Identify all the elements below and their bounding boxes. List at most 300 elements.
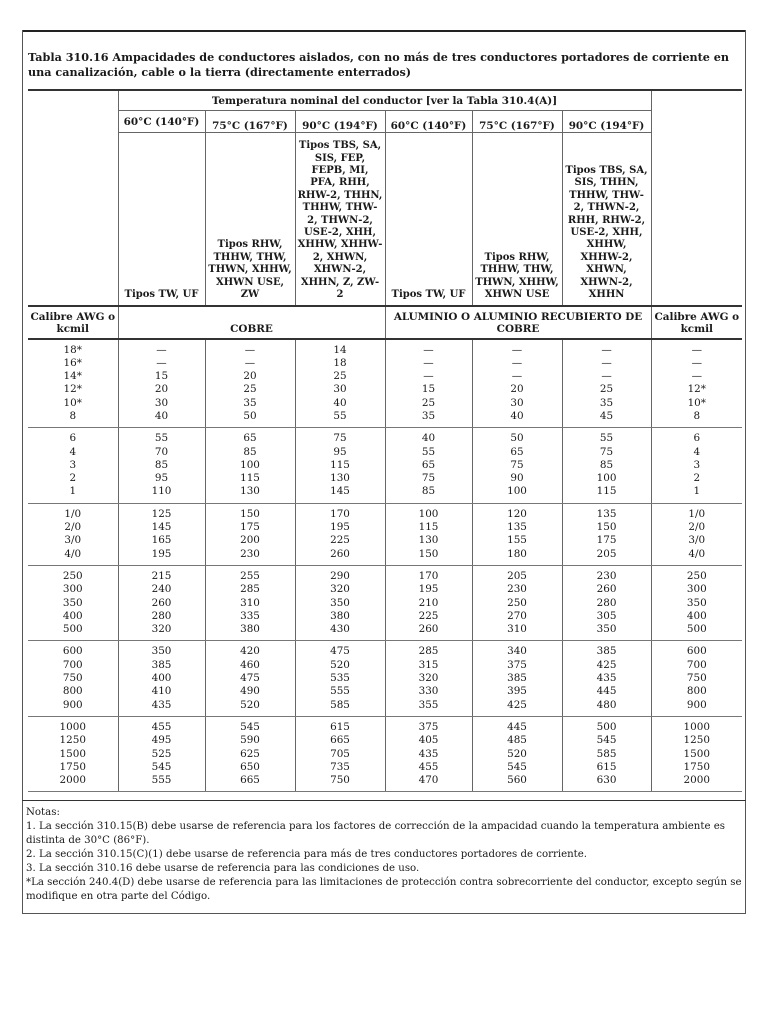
cell-al-60: 330 [385,685,472,698]
cell-size-right: 700 [686,658,707,671]
cell-al-75: 120 [472,503,562,521]
cell-al-90: 135 [562,503,651,521]
cell-al-60: 100 [385,503,472,521]
temp-cu-75: 75°C (167°F) [205,111,295,133]
cell-cu-75: 475 [205,672,295,685]
table-row [28,472,742,485]
cell-size-left: 1 [28,485,118,503]
cell-al-75: 520 [472,748,562,761]
cell-al-60: 130 [385,534,472,547]
cell-al-60: 210 [385,597,472,610]
cell-size-left: 800 [28,685,118,698]
cell-size-right: 600 [686,645,707,658]
cell-cu-90: 705 [295,748,385,761]
ampacity-table-wrapper [28,89,742,792]
cell-al-60: 435 [385,748,472,761]
cell-cu-75: 460 [205,659,295,672]
cell-size-left: 1000 [28,716,118,734]
cell-al-90: 45 [562,410,651,428]
note-2: 2. La sección 310.15(C)(1) debe usarse de referencia para más de tres conductores portadores de corriente. [26,849,588,860]
cell-al-60: 320 [385,672,472,685]
cell-cu-90: 170 [295,503,385,521]
table-row [28,397,742,410]
table-row [28,716,742,734]
cell-al-90: 75 [562,446,651,459]
cell-size-left: 1500 [28,748,118,761]
table-row [28,659,742,672]
size-label-left: Calibre AWG o kcmil [28,306,118,339]
cell-cu-90: 430 [295,623,385,641]
cell-size-right: 800 [686,685,707,698]
table-row [28,521,742,534]
cell-al-75: 40 [472,410,562,428]
cell-al-60: 25 [385,397,472,410]
cell-cu-90: 130 [295,472,385,485]
ampacity-table [28,89,742,792]
copper-label: COBRE [118,306,385,339]
cell-size-right: 500 [651,623,742,641]
temp-al-60: 60°C (140°F) [385,111,472,133]
table-row [28,503,742,521]
cell-size-left: 3 [28,459,118,472]
cell-al-90: 280 [562,597,651,610]
cell-size-left: 350 [28,597,118,610]
cell-size-left: 10* [28,397,118,410]
table-row [28,548,742,566]
cell-cu-75: 175 [205,521,295,534]
cell-cu-75: 20 [205,370,295,383]
cell-size-left: 14* [28,370,118,383]
cell-al-90: 545 [562,734,651,747]
cell-cu-60: 495 [118,734,205,747]
table-row [28,357,742,370]
temp-al-90: 90°C (194°F) [562,111,651,133]
cell-cu-60: 85 [118,459,205,472]
cell-al-90: 35 [562,397,651,410]
cell-cu-60: — [118,339,205,357]
cell-size-right: 3/0 [688,534,706,547]
cell-cu-75: 520 [205,699,295,717]
table-row [28,685,742,698]
notes-rule [22,800,746,801]
cell-al-75: 205 [472,565,562,583]
table-row [28,774,742,792]
types-cu-90: Tipos TBS, SA, SIS, FEP, FEPB, MI, PFA, RHH, RHW-2, THHN, THHW, THW-2, THWN-2, USE-2, XHH, XHHW, XHHW-2, XHWN, XHWN-2, XHHN, Z, ZW-2 [295,133,385,306]
note-4: *La sección 240.4(D) debe usarse de referencia para las limitaciones de protección contra sobrecorriente del conductor, excepto según se modifique en otra parte del Código. [26,877,742,902]
cell-cu-60: 545 [118,761,205,774]
table-row [28,383,742,396]
notes [26,806,742,904]
cell-al-60: 225 [385,610,472,623]
cell-cu-60: 145 [118,521,205,534]
cell-size-left: 750 [28,672,118,685]
notes-heading: Notas: [26,807,60,818]
cell-al-75: 135 [472,521,562,534]
cell-cu-60: 95 [118,472,205,485]
cell-al-90: 500 [562,716,651,734]
cell-size-left: 1/0 [28,503,118,521]
cell-cu-90: 585 [295,699,385,717]
cell-al-60: 260 [385,623,472,641]
cell-cu-75: 420 [205,641,295,659]
cell-cu-75: 625 [205,748,295,761]
temp-cu-90: 90°C (194°F) [295,111,385,133]
cell-al-60: — [385,357,472,370]
types-al-60: Tipos TW, UF [385,133,472,306]
cell-al-75: 385 [472,672,562,685]
cell-al-60: 15 [385,383,472,396]
cell-cu-90: 380 [295,610,385,623]
cell-cu-90: 40 [295,397,385,410]
cell-al-90: 85 [562,459,651,472]
cell-al-75: 445 [472,716,562,734]
size-label-right: Calibre AWG o kcmil [651,306,742,339]
cell-al-90: 100 [562,472,651,485]
cell-size-left: 2 [28,472,118,485]
cell-cu-90: 290 [295,565,385,583]
cell-size-left: 400 [28,610,118,623]
cell-cu-90: 25 [295,370,385,383]
table-row [28,641,742,659]
table-row [28,428,742,446]
cell-size-right: 250 [686,569,707,582]
cell-cu-90: 55 [295,410,385,428]
types-al-75: Tipos RHW, THHW, THW, THWN, XHHW, XHWN USE [472,133,562,306]
cell-cu-60: 260 [118,597,205,610]
cell-cu-60: 385 [118,659,205,672]
cell-al-90: 480 [562,699,651,717]
cell-al-75: 65 [472,446,562,459]
cell-size-right: 10* [687,396,706,409]
cell-cu-75: 100 [205,459,295,472]
table-row [28,339,742,357]
cell-cu-60: 15 [118,370,205,383]
cell-size-right: 400 [686,609,707,622]
cell-cu-75: 590 [205,734,295,747]
cell-cu-75: 85 [205,446,295,459]
cell-al-90: — [562,370,651,383]
cell-cu-90: 75 [295,428,385,446]
cell-al-90: 615 [562,761,651,774]
cell-al-75: 395 [472,685,562,698]
cell-size-right: 1000 [683,720,710,733]
cell-size-right: 8 [651,410,742,428]
cell-cu-75: — [205,339,295,357]
temp-cu-60: 60°C (140°F) [118,111,205,133]
cell-cu-60: 455 [118,716,205,734]
cell-cu-60: 125 [118,503,205,521]
cell-cu-90: 735 [295,761,385,774]
cell-size-right: — [691,356,702,369]
cell-cu-75: 200 [205,534,295,547]
cell-al-75: 375 [472,659,562,672]
cell-size-right: 1 [651,485,742,503]
cell-al-75: — [472,357,562,370]
cell-cu-60: 240 [118,583,205,596]
cell-al-90: 55 [562,428,651,446]
cell-al-90: 150 [562,521,651,534]
cell-cu-60: 435 [118,699,205,717]
cell-size-right: 1750 [683,760,710,773]
cell-al-90: 385 [562,641,651,659]
cell-al-90: 25 [562,383,651,396]
types-cu-75: Tipos RHW, THHW, THW, THWN, XHHW, XHWN USE, ZW [205,133,295,306]
cell-al-75: — [472,339,562,357]
table-row [28,459,742,472]
cell-cu-75: 285 [205,583,295,596]
cell-size-left: 6 [28,428,118,446]
cell-al-90: 435 [562,672,651,685]
cell-cu-90: 260 [295,548,385,566]
cell-cu-90: 475 [295,641,385,659]
cell-cu-90: 30 [295,383,385,396]
cell-al-90: 230 [562,565,651,583]
material-row [28,306,742,339]
table-row [28,410,742,428]
table-row [28,672,742,685]
cell-al-75: 340 [472,641,562,659]
cell-al-75: 75 [472,459,562,472]
table-row [28,699,742,717]
cell-al-75: 180 [472,548,562,566]
cell-cu-90: 145 [295,485,385,503]
note-1: 1. La sección 310.15(B) debe usarse de referencia para los factores de corrección de la ampacidad cuando la temperatura ambiente es distinta de 30°C (86°F). [26,821,725,846]
cell-size-left: 500 [28,623,118,641]
cell-cu-90: 535 [295,672,385,685]
cell-size-left: 1750 [28,761,118,774]
cell-size-left: 700 [28,659,118,672]
cell-size-right: 350 [686,596,707,609]
cell-cu-75: 130 [205,485,295,503]
cell-cu-75: 50 [205,410,295,428]
cell-cu-75: 545 [205,716,295,734]
cell-cu-60: 20 [118,383,205,396]
cell-al-60: 55 [385,446,472,459]
cell-cu-60: 30 [118,397,205,410]
cell-al-90: 350 [562,623,651,641]
table-row [28,485,742,503]
cell-cu-75: 380 [205,623,295,641]
cell-al-75: 425 [472,699,562,717]
cell-size-right: 2000 [651,774,742,792]
cell-cu-60: 40 [118,410,205,428]
table-row [28,534,742,547]
cell-al-90: 585 [562,748,651,761]
cell-cu-60: 280 [118,610,205,623]
cell-size-left: 2000 [28,774,118,792]
table-row [28,623,742,641]
cell-al-75: 20 [472,383,562,396]
cell-cu-60: 410 [118,685,205,698]
cell-al-90: 115 [562,485,651,503]
temp-row [28,111,742,133]
cell-cu-90: 14 [295,339,385,357]
table-row [28,610,742,623]
cell-al-75: 310 [472,623,562,641]
cell-cu-75: 65 [205,428,295,446]
table-row [28,565,742,583]
cell-cu-90: 195 [295,521,385,534]
cell-al-60: 65 [385,459,472,472]
cell-cu-60: 55 [118,428,205,446]
cell-al-60: 285 [385,641,472,659]
types-row [28,133,742,306]
cell-cu-75: 335 [205,610,295,623]
cell-cu-60: 195 [118,548,205,566]
table-row [28,761,742,774]
cell-size-right: 6 [693,432,701,445]
cell-size-left: 4/0 [28,548,118,566]
cell-al-60: — [385,370,472,383]
table-row [28,734,742,747]
cell-cu-60: 320 [118,623,205,641]
cell-cu-60: 215 [118,565,205,583]
cell-cu-60: 350 [118,641,205,659]
table-row [28,748,742,761]
cell-al-75: 250 [472,597,562,610]
cell-al-90: 260 [562,583,651,596]
table-title: Tabla 310.16 Ampacidades de conductores aislados, con no más de tres conductores portadores de corriente en una canalización, cable o la tierra (directamente enterrados) [28,50,730,79]
cell-size-left: 12* [28,383,118,396]
cell-size-right: 1/0 [688,507,706,520]
cell-cu-75: 490 [205,685,295,698]
cell-cu-60: 70 [118,446,205,459]
cell-al-75: 155 [472,534,562,547]
cell-size-left: 8 [28,410,118,428]
cell-size-left: 16* [28,357,118,370]
cell-cu-75: 35 [205,397,295,410]
cell-cu-75: 25 [205,383,295,396]
cell-cu-75: 310 [205,597,295,610]
cell-cu-90: 225 [295,534,385,547]
cell-al-75: — [472,370,562,383]
cell-al-60: 150 [385,548,472,566]
cell-al-60: 375 [385,716,472,734]
cell-cu-90: 95 [295,446,385,459]
table-body [28,339,742,792]
cell-size-right: — [691,370,702,383]
cell-size-right: 3 [693,458,701,471]
cell-al-60: 405 [385,734,472,747]
cell-cu-60: 165 [118,534,205,547]
cell-cu-90: 555 [295,685,385,698]
cell-al-60: 85 [385,485,472,503]
cell-size-right: — [691,343,702,356]
cell-cu-90: 750 [295,774,385,792]
cell-al-90: 445 [562,685,651,698]
cell-al-60: 115 [385,521,472,534]
cell-cu-90: 18 [295,357,385,370]
table-row [28,583,742,596]
cell-cu-75: 650 [205,761,295,774]
temp-group-row [28,90,742,111]
cell-size-left: 4 [28,446,118,459]
cell-cu-75: 230 [205,548,295,566]
cell-cu-60: 400 [118,672,205,685]
cell-cu-75: 665 [205,774,295,792]
cell-cu-60: 110 [118,485,205,503]
table-row [28,370,742,383]
cell-al-90: 630 [562,774,651,792]
cell-al-75: 100 [472,485,562,503]
cell-size-right: 12* [687,383,706,396]
cell-size-right: 300 [686,583,707,596]
cell-cu-90: 350 [295,597,385,610]
cell-al-90: 175 [562,534,651,547]
cell-al-60: 455 [385,761,472,774]
cell-size-right: 750 [686,672,707,685]
cell-al-60: 35 [385,410,472,428]
cell-al-75: 90 [472,472,562,485]
cell-size-left: 900 [28,699,118,717]
cell-size-left: 300 [28,583,118,596]
cell-size-right: 2/0 [688,521,706,534]
cell-cu-75: 150 [205,503,295,521]
cell-cu-60: 555 [118,774,205,792]
cell-size-left: 3/0 [28,534,118,547]
cell-al-90: 205 [562,548,651,566]
cell-cu-90: 615 [295,716,385,734]
cell-al-75: 50 [472,428,562,446]
cell-al-60: — [385,339,472,357]
cell-al-75: 560 [472,774,562,792]
cell-cu-60: 525 [118,748,205,761]
cell-cu-90: 520 [295,659,385,672]
cell-al-90: 425 [562,659,651,672]
types-al-90: Tipos TBS, SA, SIS, THHN, THHW, THW-2, THWN-2, RHH, RHW-2, USE-2, XHH, XHHW, XHHW-2, XHWN, XHWN-2, XHHN [562,133,651,306]
aluminum-label: ALUMINIO O ALUMINIO RECUBIERTO DE COBRE [385,306,651,339]
cell-al-75: 485 [472,734,562,747]
types-cu-60: Tipos TW, UF [118,133,205,306]
cell-al-90: — [562,339,651,357]
cell-size-right: 4/0 [651,548,742,566]
cell-size-left: 2/0 [28,521,118,534]
cell-al-90: 305 [562,610,651,623]
cell-size-right: 1250 [683,734,710,747]
table-row [28,597,742,610]
cell-al-75: 30 [472,397,562,410]
cell-size-left: 18* [28,339,118,357]
table-row [28,446,742,459]
cell-size-right: 900 [651,699,742,717]
cell-cu-75: — [205,357,295,370]
temp-group-header: Temperatura nominal del conductor [ver la Tabla 310.4(A)] [118,90,651,111]
cell-al-75: 230 [472,583,562,596]
cell-al-60: 355 [385,699,472,717]
cell-size-right: 2 [693,472,701,485]
cell-cu-90: 115 [295,459,385,472]
temp-al-75: 75°C (167°F) [472,111,562,133]
cell-al-60: 470 [385,774,472,792]
cell-al-90: — [562,357,651,370]
cell-size-left: 250 [28,565,118,583]
cell-cu-75: 255 [205,565,295,583]
cell-cu-90: 320 [295,583,385,596]
cell-cu-60: — [118,357,205,370]
cell-al-60: 315 [385,659,472,672]
cell-size-right: 4 [693,445,701,458]
note-3: 3. La sección 310.16 debe usarse de referencia para las condiciones de uso. [26,863,420,874]
cell-al-75: 545 [472,761,562,774]
cell-al-60: 195 [385,583,472,596]
cell-cu-75: 115 [205,472,295,485]
cell-cu-90: 665 [295,734,385,747]
cell-size-left: 600 [28,641,118,659]
cell-size-right: 1500 [683,747,710,760]
cell-al-60: 170 [385,565,472,583]
cell-size-left: 1250 [28,734,118,747]
cell-al-60: 40 [385,428,472,446]
